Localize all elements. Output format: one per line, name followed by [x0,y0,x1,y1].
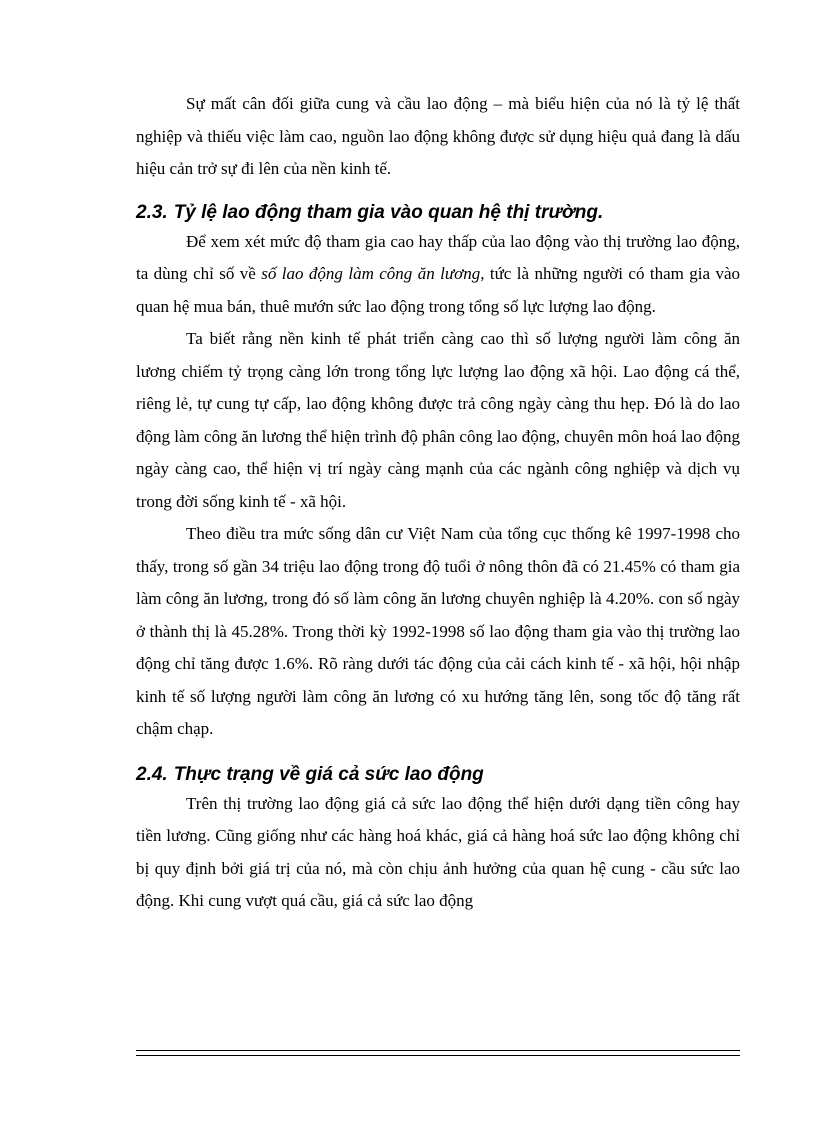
paragraph-wage-workers-growth: Ta biết rằng nền kinh tế phát triển càng cao thì số lượng người làm công ăn lương chiếm tỷ trọng càng lớn trong tổng lực lượng lao động xã hội. Lao động cá thể, riêng lẻ, tự cung tự cấp, lao động không được trả công ngày càng thu hẹp. Đó là do lao động làm công ăn lương thể hiện trình độ phân công lao động, chuyên môn hoá lao động ngày càng cao, thể hiện vị trí ngày càng mạnh của các ngành công nghiệp và dịch vụ trong đời sống kinh tế - xã hội. [136,329,740,511]
paragraph-labor-price: Trên thị trường lao động giá cả sức lao động thể hiện dưới dạng tiền công hay tiền lương. Cũng giống như các hàng hoá khác, giá cả hàng hoá sức lao động không chỉ bị quy định bởi giá trị của nó, mà còn chịu ảnh hưởng của quan hệ cung - cầu sức lao động. Khi cung vượt quá cầu, giá cả sức lao động [136,793,740,910]
section-title-2-4: Thực trạng về giá cả sức lao động [173,763,484,785]
section-title-2-3: Tỷ lệ lao động tham gia vào quan hệ thị trường. [173,201,604,223]
paragraph-participation-term: số lao động làm công ăn lương [261,264,481,283]
section-number-2-3: 2.3. [136,201,168,223]
paragraph-participation-index [136,226,740,324]
paragraph-labor-imbalance: Sự mất cân đối giữa cung và cầu lao động – mà biểu hiện của nó là tỷ lệ thất nghiệp và thiếu việc làm cao, nguồn lao động không được sử dụng hiệu quả đang là dấu hiệu cản trở sự đi lên của nền kinh tế. [136,94,740,178]
document-page [136,88,740,918]
footer-double-rule [136,1050,740,1056]
section-number-2-4: 2.4. [136,763,168,785]
section-heading-2-4 [136,762,740,788]
paragraph-survey-statistics: Theo điều tra mức sống dân cư Việt Nam của tổng cục thống kê 1997-1998 cho thấy, trong số gần 34 triệu lao động trong độ tuổi ở nông thôn đã có 21.45% có tham gia làm công ăn lương, trong đó số làm công ăn lương chuyên nghiệp là 4.20%. con số ngày ở thành thị là 45.28%. Trong thời kỳ 1992-1998 số lao động tham gia vào thị trường lao động chỉ tăng được 1.6%. Rõ ràng dưới tác động của cải cách kinh tế - xã hội, hội nhập kinh tế số lượng người làm công ăn lương có xu hướng tăng lên, song tốc độ tăng rất chậm chạp. [136,524,740,738]
paragraph-participation-text-a: Để xem xét mức độ tham gia cao hay thấp của lao động vào thị trường lao động, ta dùng chỉ số về [136,231,740,283]
paragraph-participation-text-b: , tức là những người có tham gia vào quan hệ mua bán, thuê mướn sức lao động trong tổng số lực lượng lao động. [136,264,740,316]
section-heading-2-3 [136,200,740,226]
